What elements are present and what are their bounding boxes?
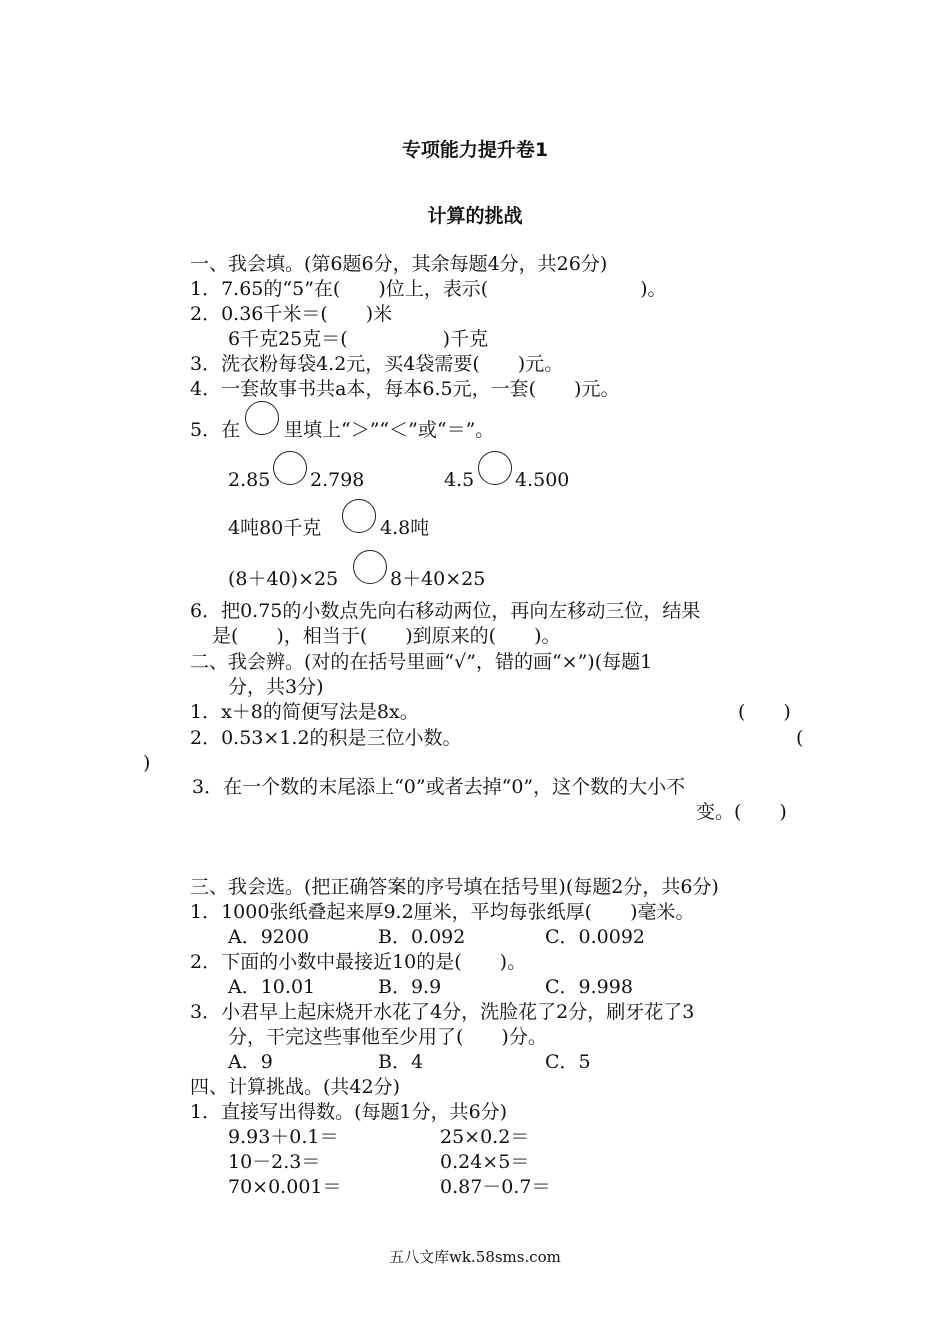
calc-item: 0.24×5＝ [440, 1151, 530, 1173]
s1-q5-prefix: 5．在 [190, 419, 241, 441]
s3-q2-option-a: A．10.01 [228, 976, 316, 998]
s2-q3b: 变。( ) [696, 801, 787, 823]
s3-q1: 1．1000张纸叠起来厚9.2厘米，平均每张纸厚( )毫米。 [190, 901, 695, 923]
s3-q1-option-a: A．9200 [228, 926, 310, 948]
compare-1-right: 2.798 [310, 469, 365, 491]
section-2-heading: 二、我会辨。(对的在括号里画“√”，错的画“×”)(每题1 [190, 651, 653, 673]
s3-q2: 2．下面的小数中最接近10的是( )。 [190, 951, 527, 973]
s3-q3a: 3．小君早上起床烧开水花了4分，洗脸花了2分，刷牙花了3 [190, 1001, 695, 1023]
calc-item: 10－2.3＝ [228, 1151, 321, 1173]
s2-q3a: 3．在一个数的末尾添上“0”或者去掉“0”，这个数的大小不 [192, 776, 686, 798]
s2-q1-paren: ( ) [738, 701, 791, 723]
section-3-heading: 三、我会选。(把正确答案的序号填在括号里)(每题2分，共6分) [190, 876, 719, 898]
s3-q3-option-b: B．4 [378, 1051, 424, 1073]
section-1-heading: 一、我会填。(第6题6分，其余每题4分，共26分) [190, 253, 608, 275]
s4-q1: 1．直接写出得数。(每题1分，共6分) [190, 1101, 508, 1123]
s2-q2-paren-open: ( [796, 727, 804, 749]
calc-item: 25×0.2＝ [440, 1126, 530, 1148]
compare-3-right: 4.8吨 [380, 517, 430, 539]
s1-q2a: 2．0.36千米＝( )米 [190, 303, 393, 325]
s1-q6a: 6．把0.75的小数点先向右移动两位，再向左移动三位，结果 [190, 600, 701, 622]
page-title: 专项能力提升卷1 [401, 139, 549, 161]
s3-q3b: 分，干完这些事他至少用了( )分。 [228, 1026, 547, 1048]
compare-circle[interactable] [478, 451, 512, 485]
s1-q4: 4．一套故事书共a本，每本6.5元，一套( )元。 [190, 378, 620, 400]
calc-item: 9.93＋0.1＝ [228, 1126, 339, 1148]
s3-q3-option-c: C．5 [545, 1051, 591, 1073]
s3-q2-option-b: B．9.9 [378, 976, 442, 998]
compare-1-left: 2.85 [228, 469, 271, 491]
compare-circle[interactable] [273, 451, 307, 485]
s1-q5-suffix: 里填上“＞”“＜”或“＝”。 [284, 419, 495, 441]
calc-item: 0.87－0.7＝ [440, 1176, 551, 1198]
compare-2-left: 4.5 [444, 469, 475, 491]
s1-q1: 1．7.65的“5”在( )位上，表示( )。 [190, 278, 667, 300]
page-subtitle: 计算的挑战 [427, 205, 523, 227]
compare-circle[interactable] [353, 550, 387, 584]
s2-q2: 2．0.53×1.2的积是三位小数。 [190, 727, 462, 749]
compare-4-right: 8＋40×25 [390, 568, 486, 590]
compare-2-right: 4.500 [515, 469, 570, 491]
s3-q3-option-a: A．9 [228, 1051, 273, 1073]
s1-q3: 3．洗衣粉每袋4.2元，买4袋需要( )元。 [190, 353, 564, 375]
s3-q2-option-c: C．9.998 [545, 976, 633, 998]
compare-3-left: 4吨80千克 [228, 517, 322, 539]
section-2-heading-cont: 分，共3分) [228, 676, 324, 698]
compare-4-left: (8＋40)×25 [228, 568, 339, 590]
calc-item: 70×0.001＝ [228, 1176, 342, 1198]
compare-circle[interactable] [245, 401, 279, 435]
s2-q1: 1．x＋8的简便写法是8x。 [190, 701, 419, 723]
s1-q6b: 是( )，相当于( )到原来的( )。 [212, 625, 561, 647]
s3-q1-option-b: B．0.092 [378, 926, 466, 948]
s2-q2-paren-close: ) [143, 752, 151, 774]
footer-watermark: 五八文库wk.58sms.com [389, 1248, 561, 1266]
compare-circle[interactable] [342, 499, 376, 533]
s1-q2b: 6千克25克＝( )千克 [228, 328, 489, 350]
section-4-heading: 四、计算挑战。(共42分) [190, 1076, 401, 1098]
s3-q1-option-c: C．0.0092 [545, 926, 646, 948]
